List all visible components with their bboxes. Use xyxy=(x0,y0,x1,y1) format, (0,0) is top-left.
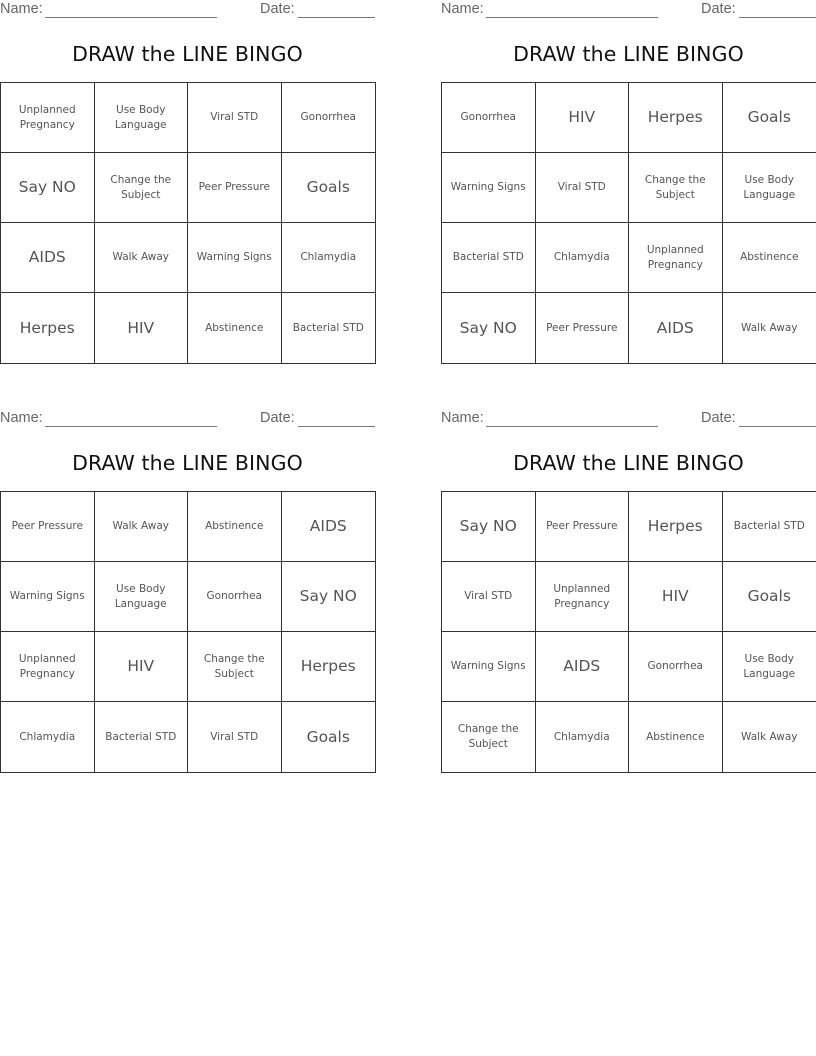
bingo-cell: Unplanned Pregnancy xyxy=(536,562,630,632)
bingo-cell: Gonorrhea xyxy=(442,83,536,153)
date-blank-line xyxy=(298,17,375,18)
date-blank-line xyxy=(298,426,375,427)
bingo-cell: Say NO xyxy=(1,153,95,223)
bingo-cell: Abstinence xyxy=(188,293,282,363)
bingo-cell: Chlamydia xyxy=(536,702,630,772)
bingo-cell: HIV xyxy=(95,293,189,363)
bingo-cell: AIDS xyxy=(536,632,630,702)
bingo-cell: Walk Away xyxy=(95,223,189,293)
bingo-cell: Herpes xyxy=(629,83,723,153)
bingo-cell: Abstinence xyxy=(188,492,282,562)
bingo-cell: Change the Subject xyxy=(95,153,189,223)
bingo-cell: Change the Subject xyxy=(188,632,282,702)
bingo-cell: Viral STD xyxy=(188,83,282,153)
card-header xyxy=(0,1,375,21)
bingo-cell: Warning Signs xyxy=(188,223,282,293)
bingo-cell: Bacterial STD xyxy=(95,702,189,772)
bingo-grid xyxy=(441,82,816,364)
bingo-cell: HIV xyxy=(629,562,723,632)
bingo-cell: Bacterial STD xyxy=(292,321,364,334)
bingo-cell: Gonorrhea xyxy=(629,632,723,702)
bingo-cell: Unplanned Pregnancy xyxy=(1,632,95,702)
bingo-cell: Peer Pressure xyxy=(1,492,95,562)
bingo-cell: Goals xyxy=(306,727,350,746)
name-label: Name: xyxy=(0,410,43,426)
bingo-cell: Chlamydia xyxy=(282,223,376,293)
bingo-cell: Herpes xyxy=(282,632,376,702)
bingo-cell: AIDS xyxy=(282,492,376,562)
card-title: DRAW the LINE BINGO xyxy=(513,42,744,66)
card-title: DRAW the LINE BINGO xyxy=(72,42,303,66)
name-blank-line xyxy=(45,426,217,427)
bingo-cell: Change the Subject xyxy=(442,702,536,772)
date-label: Date: xyxy=(260,1,295,17)
bingo-cell: Say NO xyxy=(442,492,536,562)
bingo-cell: Use Body Language xyxy=(723,632,816,702)
bingo-cell: Warning Signs xyxy=(442,632,536,702)
bingo-cell: Abstinence xyxy=(723,223,816,293)
bingo-cell: AIDS xyxy=(1,223,95,293)
bingo-cell: Viral STD xyxy=(536,153,630,223)
name-label: Name: xyxy=(441,1,484,17)
bingo-cell: Warning Signs xyxy=(1,562,95,632)
bingo-cell: Peer Pressure xyxy=(536,293,630,363)
card-header xyxy=(0,410,375,430)
bingo-cell: Goals xyxy=(723,83,816,153)
bingo-cell: Walk Away xyxy=(95,492,189,562)
bingo-cell: Chlamydia xyxy=(536,223,630,293)
bingo-cell: Use Body Language xyxy=(95,83,189,153)
bingo-grid xyxy=(441,491,816,773)
bingo-cell: Herpes xyxy=(1,293,95,363)
bingo-cell: Peer Pressure xyxy=(188,153,282,223)
bingo-cell: Warning Signs xyxy=(442,153,536,223)
card-header xyxy=(441,410,816,430)
bingo-cell: Unplanned Pregnancy xyxy=(629,223,723,293)
bingo-cell: Gonorrhea xyxy=(188,562,282,632)
bingo-cell: Say NO xyxy=(442,293,536,363)
bingo-cell: HIV xyxy=(536,83,630,153)
name-blank-line xyxy=(486,426,658,427)
bingo-cell: Abstinence xyxy=(629,702,723,772)
name-blank-line xyxy=(486,17,658,18)
bingo-cell: Viral STD xyxy=(188,702,282,772)
bingo-cell: Gonorrhea xyxy=(282,83,376,153)
bingo-cell: Peer Pressure xyxy=(536,492,630,562)
name-label: Name: xyxy=(441,410,484,426)
bingo-cell: AIDS xyxy=(629,293,723,363)
bingo-cell: Goals xyxy=(723,562,816,632)
bingo-cell: HIV xyxy=(95,632,189,702)
bingo-cell: Unplanned Pregnancy xyxy=(1,83,95,153)
date-label: Date: xyxy=(701,410,736,426)
card-title: DRAW the LINE BINGO xyxy=(72,451,303,475)
name-blank-line xyxy=(45,17,217,18)
bingo-cell: Use Body Language xyxy=(95,562,189,632)
date-blank-line xyxy=(739,17,816,18)
date-label: Date: xyxy=(701,1,736,17)
bingo-cell: Walk Away xyxy=(741,321,798,334)
bingo-cell: Walk Away xyxy=(741,730,798,743)
bingo-cell: Change the Subject xyxy=(629,153,723,223)
bingo-cell: Bacterial STD xyxy=(442,223,536,293)
bingo-grid xyxy=(0,82,376,364)
bingo-cell: Say NO xyxy=(282,562,376,632)
bingo-cell: Chlamydia xyxy=(1,702,95,772)
card-header xyxy=(441,1,816,21)
bingo-cell: Herpes xyxy=(629,492,723,562)
bingo-grid xyxy=(0,491,376,773)
bingo-cell: Viral STD xyxy=(442,562,536,632)
bingo-cell: Bacterial STD xyxy=(723,492,816,562)
date-label: Date: xyxy=(260,410,295,426)
date-blank-line xyxy=(739,426,816,427)
card-title: DRAW the LINE BINGO xyxy=(513,451,744,475)
name-label: Name: xyxy=(0,1,43,17)
bingo-cell: Use Body Language xyxy=(723,153,816,223)
bingo-cell: Goals xyxy=(282,153,376,223)
